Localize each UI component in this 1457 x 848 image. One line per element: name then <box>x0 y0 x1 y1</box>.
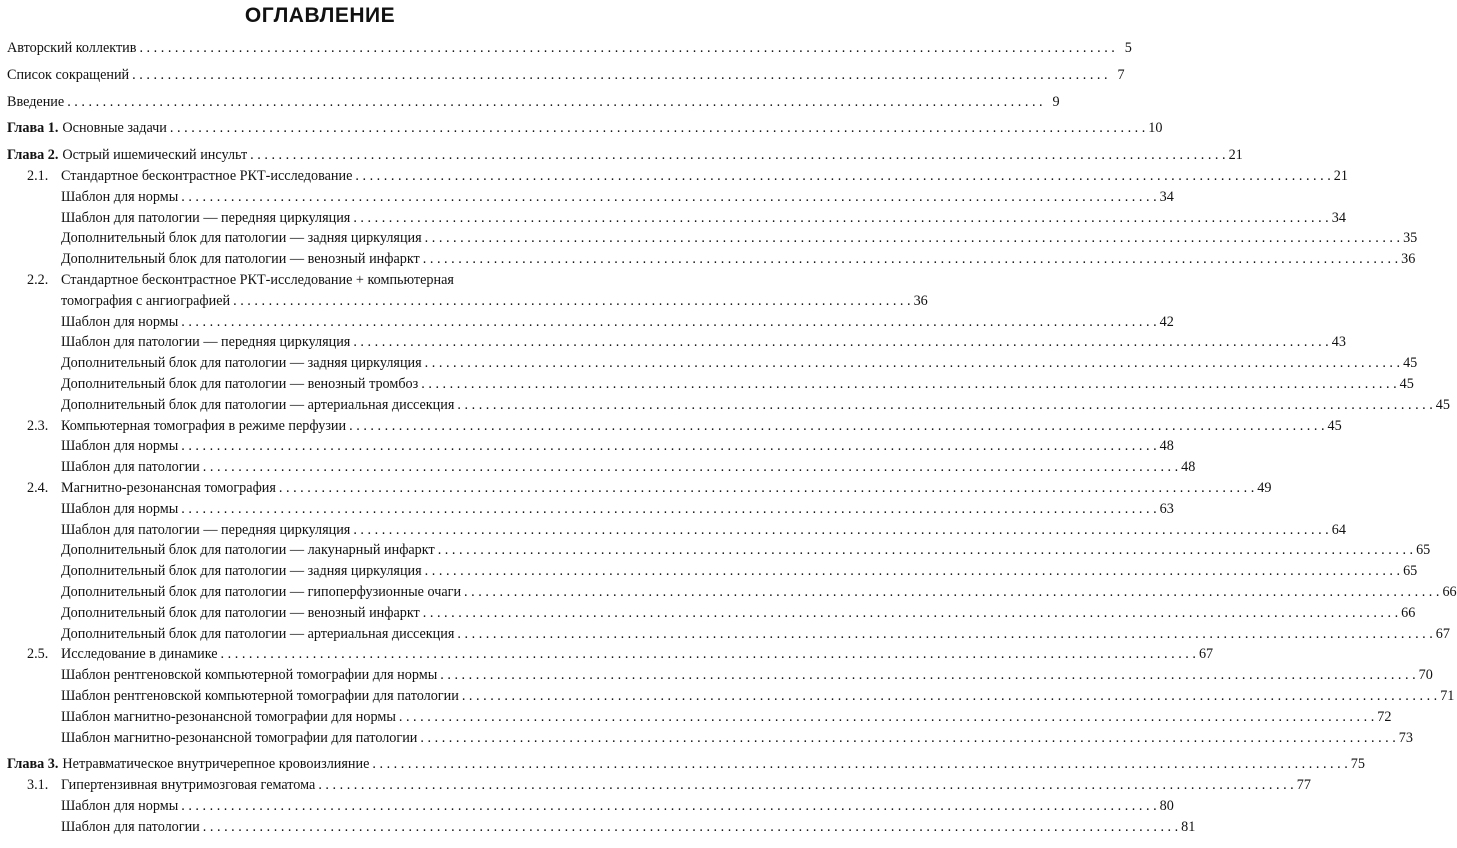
dot-leader <box>221 644 1196 665</box>
toc-page-number: 70 <box>1418 667 1433 684</box>
toc-entry-text: Шаблон для патологии <box>61 459 200 476</box>
toc-entry-text: Дополнительный блок для патологии — задняя циркуляция <box>61 355 422 372</box>
chapter-label: Глава 2. <box>7 147 59 164</box>
dot-leader <box>464 582 1439 603</box>
toc-page-number: 5 <box>1124 40 1132 56</box>
toc-page-number: 75 <box>1350 756 1365 773</box>
toc-entry-text: Шаблон рентгеновской компьютерной томографии для патологии <box>61 687 459 704</box>
dot-leader <box>457 624 1432 645</box>
toc-entry-text: Шаблон для патологии — передняя циркуляция <box>61 521 351 538</box>
toc-subitem[interactable] <box>0 249 1416 270</box>
dot-leader <box>421 374 1396 395</box>
toc-page-number: 42 <box>1159 313 1174 330</box>
toc-entry-text: Шаблон для нормы <box>61 188 179 205</box>
dot-leader <box>132 65 1107 86</box>
toc-entry-text: Дополнительный блок для патологии — гипоперфузионные очаги <box>61 583 462 600</box>
toc-chapter-3[interactable] <box>0 754 1365 775</box>
toc-entry-text: Гипертензивная внутримозговая гематома <box>61 777 316 794</box>
toc-page-number: 45 <box>1399 375 1414 392</box>
toc-entry-authors[interactable] <box>0 38 1132 59</box>
toc-section-2-2-continued[interactable] <box>0 291 928 312</box>
toc-page-number: 36 <box>1401 251 1416 268</box>
toc-page-number: 21 <box>1228 147 1243 164</box>
toc-entry-text <box>7 145 247 166</box>
toc-subitem[interactable] <box>0 457 1196 478</box>
toc-subitem[interactable] <box>0 520 1346 541</box>
toc-entry-text <box>7 754 369 775</box>
toc-subitem[interactable] <box>0 228 1418 249</box>
toc-page-number: 45 <box>1403 355 1418 372</box>
toc-page-number: 9 <box>1052 93 1060 110</box>
dot-leader <box>425 228 1400 249</box>
dot-leader <box>462 686 1437 707</box>
toc-page-number: 34 <box>1159 188 1174 205</box>
dot-leader <box>181 436 1156 457</box>
dot-leader <box>181 796 1156 817</box>
dot-leader <box>203 817 1178 838</box>
toc-entry-text: Шаблон для нормы <box>61 313 179 330</box>
dot-leader <box>203 457 1178 478</box>
chapter-label: Глава 3. <box>7 756 59 773</box>
toc-entry-text: Дополнительный блок для патологии — артериальная диссекция <box>61 396 455 413</box>
dot-leader <box>279 478 1254 499</box>
toc-subitem[interactable] <box>0 707 1392 728</box>
toc-subitem[interactable] <box>0 817 1196 838</box>
toc-entry-text: Стандартное бесконтрастное РКТ-исследование + компьютерная <box>61 271 454 288</box>
toc-entry-text: Дополнительный блок для патологии — венозный тромбоз <box>61 375 419 392</box>
toc-subitem[interactable] <box>0 208 1346 229</box>
toc-page-number: 65 <box>1403 563 1418 580</box>
toc-subitem[interactable] <box>0 728 1413 749</box>
toc-section-2-3[interactable] <box>0 416 1342 437</box>
toc-subitem[interactable] <box>0 312 1174 333</box>
toc-entry-text <box>7 118 167 139</box>
toc-subitem[interactable] <box>0 353 1418 374</box>
toc-page-number: 72 <box>1377 708 1392 725</box>
toc-entry-text: Список сокращений <box>7 66 130 83</box>
toc-page-number: 35 <box>1403 230 1418 247</box>
dot-leader <box>181 499 1156 520</box>
toc-subitem[interactable] <box>0 686 1455 707</box>
toc-page-number: 80 <box>1159 797 1174 814</box>
toc-page-number: 48 <box>1159 438 1174 455</box>
dot-leader <box>423 249 1398 270</box>
page-title: ОГЛАВЛЕНИЕ <box>244 4 396 27</box>
dot-leader <box>250 145 1225 166</box>
chapter-label: Глава 1. <box>7 120 59 137</box>
toc-subitem[interactable] <box>0 395 1450 416</box>
dot-leader <box>353 332 1328 353</box>
dot-leader <box>353 520 1328 541</box>
toc-subitem[interactable] <box>0 187 1174 208</box>
toc-subitem[interactable] <box>0 561 1418 582</box>
toc-entry-text: Дополнительный блок для патологии — венозный инфаркт <box>61 604 420 621</box>
toc-page-number: 67 <box>1435 625 1450 642</box>
toc-entry-abbreviations[interactable] <box>0 65 1125 86</box>
toc-entry-text: Дополнительный блок для патологии — задняя циркуляция <box>61 563 422 580</box>
table-of-contents <box>0 38 1457 837</box>
dot-leader <box>420 728 1395 749</box>
toc-entry-text: Авторский коллектив <box>7 40 137 56</box>
dot-leader <box>181 312 1156 333</box>
toc-page-number: 45 <box>1327 417 1342 434</box>
toc-page-number: 21 <box>1333 167 1348 184</box>
toc-page-number: 66 <box>1401 604 1416 621</box>
toc-entry-text: Шаблон рентгеновской компьютерной томографии для нормы <box>61 667 438 684</box>
dot-leader <box>423 603 1398 624</box>
toc-subitem[interactable] <box>0 332 1346 353</box>
toc-entry-text: Дополнительный блок для патологии — лакунарный инфаркт <box>61 542 435 559</box>
dot-leader <box>425 353 1400 374</box>
toc-page-number: 45 <box>1435 396 1450 413</box>
section-number: 2.1. <box>27 167 49 184</box>
dot-leader <box>318 775 1293 796</box>
toc-page-number: 36 <box>913 292 928 309</box>
dot-leader <box>349 416 1324 437</box>
toc-entry-text: Шаблон для нормы <box>61 438 179 455</box>
toc-page-number: 81 <box>1181 818 1196 835</box>
toc-subitem[interactable] <box>0 436 1174 457</box>
toc-entry-text: Введение <box>7 93 65 110</box>
toc-entry-text: Шаблон для патологии — передняя циркуляция <box>61 334 351 351</box>
dot-leader <box>170 118 1145 139</box>
toc-entry-text: Шаблон для нормы <box>61 797 179 814</box>
toc-page-number: 73 <box>1398 729 1413 746</box>
dot-leader <box>67 92 1042 113</box>
toc-page-number: 65 <box>1416 542 1431 559</box>
toc-subitem[interactable] <box>0 499 1174 520</box>
toc-entry-text: Шаблон для нормы <box>61 500 179 517</box>
section-number: 2.5. <box>27 646 49 663</box>
toc-page-number: 67 <box>1198 646 1214 663</box>
dot-leader <box>233 291 910 312</box>
toc-section-2-4[interactable] <box>0 478 1272 499</box>
toc-entry-text: Шаблон магнитно-резонансной томографии для патологии <box>61 729 418 746</box>
section-number: 2.4. <box>27 479 49 496</box>
toc-entry-text: Дополнительный блок для патологии — венозный инфаркт <box>61 251 420 268</box>
toc-section-3-1[interactable] <box>0 775 1311 796</box>
toc-entry-text: Стандартное бесконтрастное РКТ-исследование <box>61 167 353 184</box>
toc-entry-text: Магнитно-резонансная томография <box>61 479 276 496</box>
toc-page-number: 49 <box>1257 479 1272 496</box>
section-number: 3.1. <box>27 777 49 794</box>
dot-leader <box>355 166 1330 187</box>
toc-entry-text: Дополнительный блок для патологии — артериальная диссекция <box>61 625 455 642</box>
dot-leader <box>139 38 1114 59</box>
dot-leader <box>440 665 1415 686</box>
chapter-title: Основные задачи <box>62 120 167 137</box>
dot-leader <box>425 561 1400 582</box>
toc-page-number: 64 <box>1331 521 1346 538</box>
toc-subitem[interactable] <box>0 796 1174 817</box>
toc-entry-text: томография с ангиографией <box>61 292 231 309</box>
toc-chapter-2[interactable] <box>0 145 1243 166</box>
toc-entry-text: Дополнительный блок для патологии — задняя циркуляция <box>61 230 422 247</box>
toc-page-number: 10 <box>1148 120 1163 137</box>
toc-entry-text: Исследование в динамике <box>61 646 218 663</box>
toc-subitem[interactable] <box>0 582 1457 603</box>
toc-subitem[interactable] <box>0 374 1414 395</box>
dot-leader <box>372 754 1347 775</box>
dot-leader <box>457 395 1432 416</box>
section-number: 2.3. <box>27 417 49 434</box>
toc-subitem[interactable] <box>0 665 1433 686</box>
toc-entry-introduction[interactable] <box>0 92 1060 113</box>
chapter-title: Острый ишемический инсульт <box>62 147 248 164</box>
toc-page-number: 66 <box>1442 583 1457 600</box>
toc-subitem[interactable] <box>0 624 1450 645</box>
toc-entry-text: Шаблон для патологии — передняя циркуляция <box>61 209 351 226</box>
toc-section-2-2[interactable] <box>0 270 640 291</box>
toc-subitem[interactable] <box>0 603 1416 624</box>
toc-page-number: 34 <box>1331 209 1346 226</box>
dot-leader <box>353 208 1328 229</box>
dot-leader <box>399 707 1374 728</box>
section-number: 2.2. <box>27 271 49 288</box>
chapter-title: Нетравматическое внутричерепное кровоизлияние <box>62 756 370 773</box>
toc-entry-text: Шаблон для патологии <box>61 818 200 835</box>
toc-subitem[interactable] <box>0 540 1431 561</box>
dot-leader <box>181 187 1156 208</box>
toc-entry-text: Шаблон магнитно-резонансной томографии для нормы <box>61 708 396 725</box>
toc-page-number: 71 <box>1440 687 1455 704</box>
toc-page-number: 7 <box>1117 66 1125 83</box>
toc-page-number: 63 <box>1159 500 1174 517</box>
toc-page-number: 43 <box>1331 334 1346 351</box>
toc-section-2-1[interactable] <box>0 166 1348 187</box>
toc-page-number: 48 <box>1181 459 1196 476</box>
toc-entry-text: Компьютерная томография в режиме перфузии <box>61 417 347 434</box>
dot-leader <box>438 540 1413 561</box>
toc-chapter-1[interactable] <box>0 118 1163 139</box>
toc-section-2-5[interactable] <box>0 644 1214 665</box>
toc-page-number: 77 <box>1296 777 1311 794</box>
